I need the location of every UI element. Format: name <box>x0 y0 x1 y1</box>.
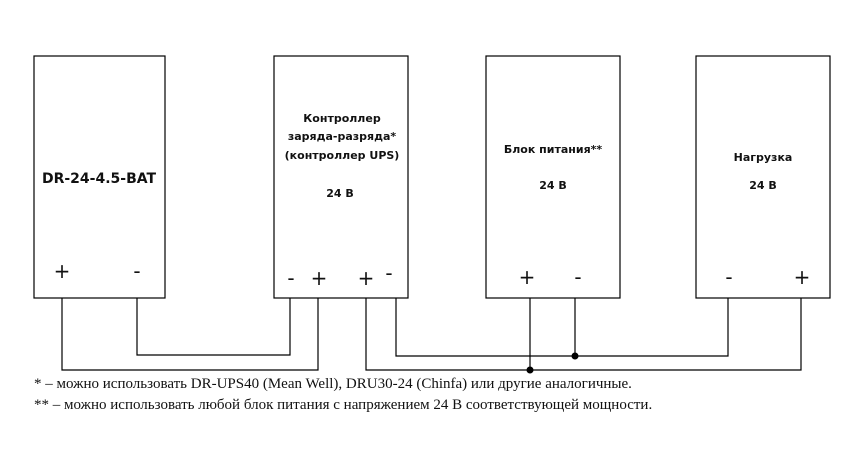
controller-minus-left-terminal: - <box>287 266 295 290</box>
controller-title-line1: Контроллер <box>303 112 381 125</box>
psu-plus-terminal: + <box>518 265 536 289</box>
wire-controller-plus-to-load-plus <box>366 298 801 370</box>
psu-title: Блок питания** <box>503 143 603 156</box>
footnote-1: * – можно использовать DR-UPS40 (Mean Well), DRU30-24 (Chinfa) или другие аналогичные. <box>34 376 632 392</box>
psu-minus-terminal: - <box>574 265 582 289</box>
controller-title-line3: (контроллер UPS) <box>284 149 400 162</box>
battery-title: DR-24-4.5-BAT <box>41 171 157 187</box>
psu-voltage: 24 В <box>539 179 567 192</box>
battery-plus-terminal: + <box>53 259 71 283</box>
load-plus-terminal: + <box>793 265 811 289</box>
controller-voltage: 24 В <box>326 187 354 200</box>
footnote-2: ** – можно использовать любой блок питания с напряжением 24 В соответствующей мощности. <box>34 397 653 413</box>
controller-minus-right-terminal: - <box>385 261 393 285</box>
wire-battery-minus-to-controller-minus <box>137 298 290 355</box>
wire-controller-minus-to-load-minus <box>396 298 728 356</box>
junction-dot-minus <box>572 353 579 360</box>
battery-minus-terminal: - <box>133 259 141 283</box>
psu-block <box>486 56 620 298</box>
load-voltage: 24 В <box>749 179 777 192</box>
controller-title-line2: заряда-разряда* <box>287 130 397 143</box>
controller-plus-left-terminal: + <box>310 266 328 290</box>
junction-dot-plus <box>527 367 534 374</box>
load-title: Нагрузка <box>733 151 793 164</box>
load-minus-terminal: - <box>725 265 733 289</box>
load-block <box>696 56 830 298</box>
wire-battery-plus-to-controller-plus <box>62 298 318 370</box>
controller-plus-right-terminal: + <box>357 266 375 290</box>
